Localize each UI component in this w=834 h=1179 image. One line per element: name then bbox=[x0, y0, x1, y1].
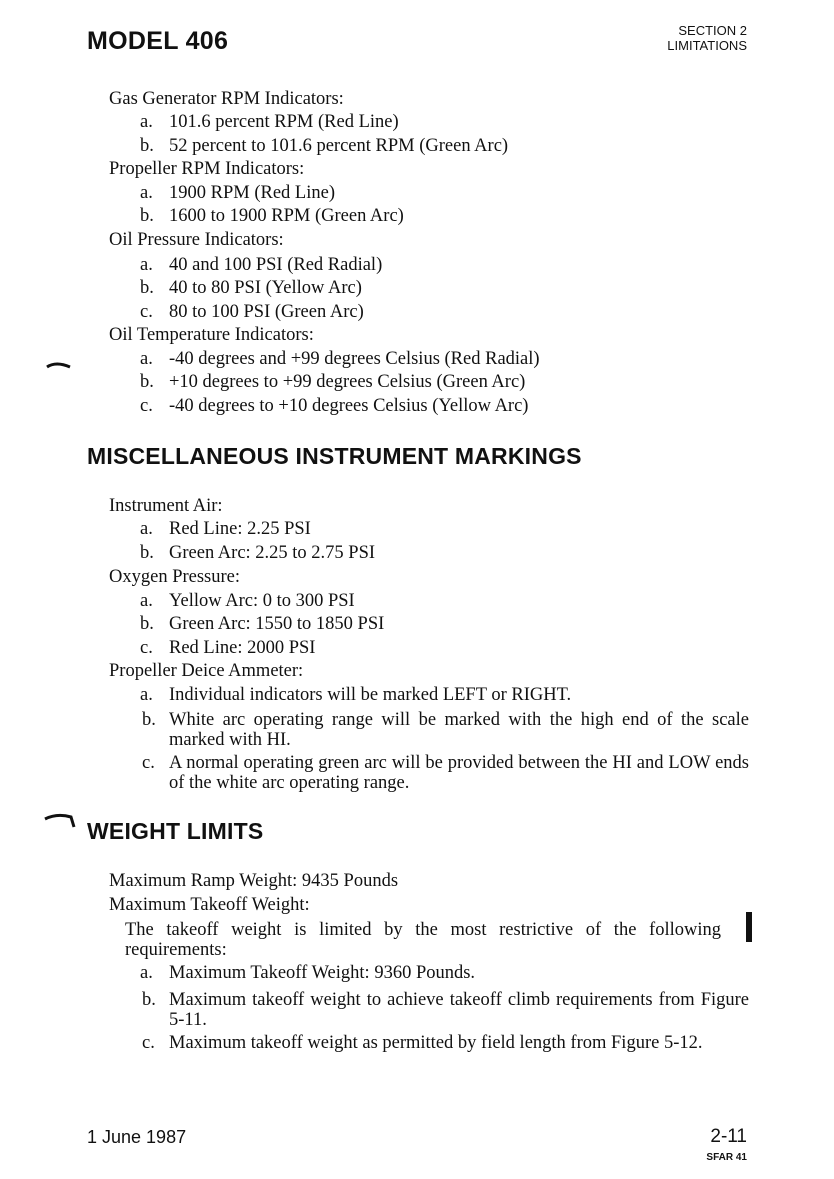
list-item bbox=[142, 990, 749, 1032]
list-item-label: a. bbox=[140, 255, 153, 275]
list-item-text: +10 degrees to +99 degrees Celsius (Green Arc) bbox=[169, 372, 526, 392]
list-item-label: c. bbox=[142, 753, 155, 773]
list-item-text: Individual indicators will be marked LEFT or RIGHT. bbox=[169, 685, 572, 705]
section-heading-weight: WEIGHT LIMITS bbox=[87, 818, 264, 844]
takeoff-intro-paragraph bbox=[125, 920, 721, 964]
list-item-text: Maximum takeoff weight as permitted by field length from Figure 5-12. bbox=[169, 1033, 703, 1053]
list-item-text: -40 degrees to +10 degrees Celsius (Yellow Arc) bbox=[169, 396, 529, 416]
section-number: SECTION 2 bbox=[678, 23, 747, 38]
margin-mark bbox=[43, 812, 77, 830]
list-item-label: c. bbox=[140, 302, 153, 322]
group-title-max-takeoff: Maximum Takeoff Weight: bbox=[109, 895, 310, 915]
list-item-label: c. bbox=[140, 396, 153, 416]
page-number: 2-11 bbox=[710, 1126, 747, 1147]
takeoff-intro-text: The takeoff weight is limited by the most restrictive of the following requirements: bbox=[125, 920, 721, 960]
group-title-oxygen-pressure: Oxygen Pressure: bbox=[109, 567, 241, 587]
list-item bbox=[142, 710, 749, 752]
list-item-label: c. bbox=[142, 1033, 155, 1053]
list-item-text: 40 to 80 PSI (Yellow Arc) bbox=[169, 278, 362, 298]
list-item-label: b. bbox=[140, 372, 154, 392]
list-item bbox=[142, 1033, 749, 1075]
list-item-text: Green Arc: 1550 to 1850 PSI bbox=[169, 614, 385, 634]
list-item-label: a. bbox=[140, 349, 153, 369]
list-item-label: a. bbox=[140, 112, 153, 132]
list-item-label: b. bbox=[140, 206, 154, 226]
list-item-label: b. bbox=[142, 990, 156, 1010]
list-item-text: 1600 to 1900 RPM (Green Arc) bbox=[169, 206, 404, 226]
list-item-text: Maximum takeoff weight to achieve takeoff climb requirements from Figure 5-11. bbox=[169, 990, 749, 1030]
list-item-text: Red Line: 2.25 PSI bbox=[169, 519, 311, 539]
group-title-instrument-air: Instrument Air: bbox=[109, 496, 223, 516]
list-item-text: 40 and 100 PSI (Red Radial) bbox=[169, 255, 383, 275]
list-item-text: 52 percent to 101.6 percent RPM (Green Arc) bbox=[169, 136, 509, 156]
list-item-label: b. bbox=[142, 710, 156, 730]
list-item-text: Maximum Takeoff Weight: 9360 Pounds. bbox=[169, 963, 476, 983]
list-item-text: -40 degrees and +99 degrees Celsius (Red Radial) bbox=[169, 349, 540, 369]
list-item-text: White arc operating range will be marked with the high end of the scale marked with HI. bbox=[169, 710, 749, 750]
list-item-text: A normal operating green arc will be provided between the HI and LOW ends of the white arc operating range. bbox=[169, 753, 749, 793]
list-item-label: b. bbox=[140, 543, 154, 563]
section-header bbox=[667, 23, 747, 53]
group-title-oil-temperature: Oil Temperature Indicators: bbox=[109, 325, 314, 345]
list-item-label: a. bbox=[140, 685, 153, 705]
group-title-oil-pressure: Oil Pressure Indicators: bbox=[109, 230, 284, 250]
section-heading-misc: MISCELLANEOUS INSTRUMENT MARKINGS bbox=[87, 443, 582, 469]
footer-sfar: SFAR 41 bbox=[706, 1152, 747, 1163]
section-title: LIMITATIONS bbox=[667, 38, 747, 53]
list-item-label: b. bbox=[140, 136, 154, 156]
list-item-label: b. bbox=[140, 614, 154, 634]
list-item-label: c. bbox=[140, 638, 153, 658]
list-item-text: 101.6 percent RPM (Red Line) bbox=[169, 112, 399, 132]
model-title: MODEL 406 bbox=[87, 27, 229, 55]
group-title-propeller-rpm: Propeller RPM Indicators: bbox=[109, 159, 305, 179]
list-item-text: Yellow Arc: 0 to 300 PSI bbox=[169, 591, 355, 611]
list-item-label: b. bbox=[140, 278, 154, 298]
list-item-label: a. bbox=[140, 591, 153, 611]
list-item bbox=[142, 753, 749, 795]
list-item-text: 1900 RPM (Red Line) bbox=[169, 183, 335, 203]
list-item-label: a. bbox=[140, 963, 153, 983]
list-item-text: Red Line: 2000 PSI bbox=[169, 638, 316, 658]
list-item-label: a. bbox=[140, 183, 153, 203]
list-item-text: 80 to 100 PSI (Green Arc) bbox=[169, 302, 364, 322]
group-title-gas-generator: Gas Generator RPM Indicators: bbox=[109, 89, 344, 109]
list-item-text: Green Arc: 2.25 to 2.75 PSI bbox=[169, 543, 376, 563]
revision-bar bbox=[746, 912, 752, 942]
list-item-label: a. bbox=[140, 519, 153, 539]
max-ramp-weight: Maximum Ramp Weight: 9435 Pounds bbox=[109, 871, 399, 891]
group-title-propeller-deice: Propeller Deice Ammeter: bbox=[109, 661, 304, 681]
footer-date: 1 June 1987 bbox=[87, 1127, 187, 1147]
margin-mark bbox=[46, 359, 72, 369]
